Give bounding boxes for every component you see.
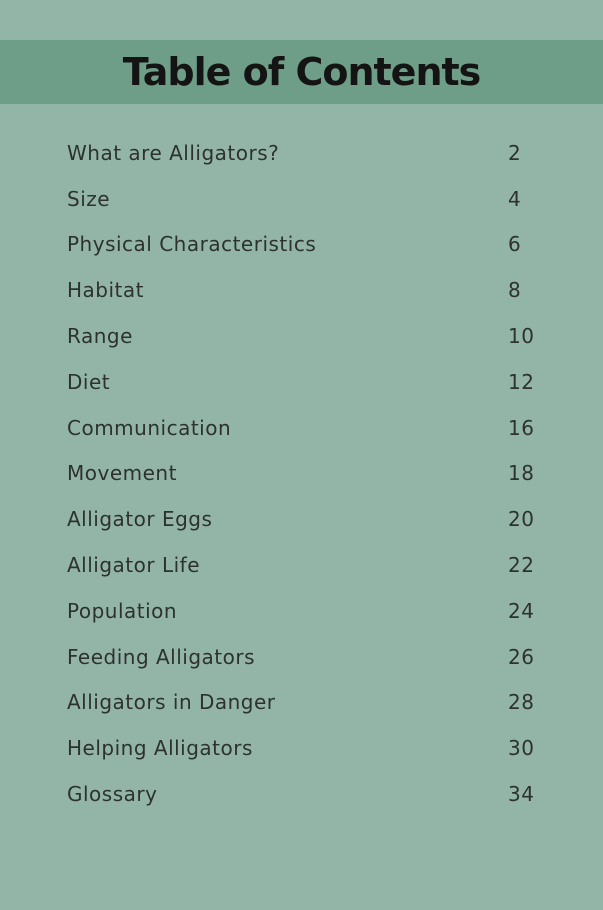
toc-entry-page-number: 26 bbox=[508, 644, 535, 669]
toc-entry-label: What are Alligators? bbox=[67, 140, 280, 165]
toc-entry-page-number: 22 bbox=[508, 553, 535, 578]
toc-entry-label: Glossary bbox=[67, 782, 158, 807]
toc-entry bbox=[0, 222, 603, 268]
toc-entry-label: Alligator Eggs bbox=[67, 507, 213, 532]
toc-entry bbox=[0, 680, 603, 726]
toc-entry-page-number: 16 bbox=[508, 415, 535, 440]
toc-entry-label: Feeding Alligators bbox=[67, 644, 256, 669]
toc-entry-page-number: 12 bbox=[508, 369, 535, 394]
toc-entry bbox=[0, 725, 603, 771]
toc-entry bbox=[0, 176, 603, 222]
toc-entry bbox=[0, 634, 603, 680]
toc-entry-label: Population bbox=[67, 598, 178, 623]
toc-entry-page-number: 20 bbox=[508, 507, 535, 532]
toc-entry-page-number: 6 bbox=[508, 232, 522, 257]
toc-entry bbox=[0, 542, 603, 588]
toc-entry bbox=[0, 130, 603, 176]
toc-entry-label: Helping Alligators bbox=[67, 736, 253, 761]
toc-entry-label: Habitat bbox=[67, 278, 144, 303]
toc-entry-label: Alligator Life bbox=[67, 553, 201, 578]
title-band bbox=[0, 40, 603, 104]
page-title: Table of Contents bbox=[122, 50, 481, 94]
toc-entry-page-number: 10 bbox=[508, 324, 535, 349]
toc-entry-label: Physical Characteristics bbox=[67, 232, 317, 257]
toc-entry-label: Movement bbox=[67, 461, 177, 486]
toc-entry bbox=[0, 451, 603, 497]
toc-entry bbox=[0, 405, 603, 451]
toc-entry-label: Size bbox=[67, 186, 111, 211]
toc-entry-label: Range bbox=[67, 324, 133, 349]
toc-entry-page-number: 4 bbox=[508, 186, 522, 211]
toc-entry-page-number: 30 bbox=[508, 736, 535, 761]
toc-entry-label: Communication bbox=[67, 415, 232, 440]
toc-entry-page-number: 28 bbox=[508, 690, 535, 715]
toc-entry-page-number: 18 bbox=[508, 461, 535, 486]
toc-entry-page-number: 2 bbox=[508, 140, 522, 165]
toc-list bbox=[0, 104, 603, 817]
toc-entry bbox=[0, 771, 603, 817]
toc-entry bbox=[0, 267, 603, 313]
toc-entry-label: Alligators in Danger bbox=[67, 690, 276, 715]
toc-entry-page-number: 8 bbox=[508, 278, 522, 303]
toc-entry-page-number: 34 bbox=[508, 782, 535, 807]
top-margin bbox=[0, 0, 603, 40]
toc-entry-page-number: 24 bbox=[508, 598, 535, 623]
toc-entry bbox=[0, 359, 603, 405]
toc-entry-label: Diet bbox=[67, 369, 111, 394]
toc-entry bbox=[0, 313, 603, 359]
toc-entry bbox=[0, 496, 603, 542]
toc-entry bbox=[0, 588, 603, 634]
